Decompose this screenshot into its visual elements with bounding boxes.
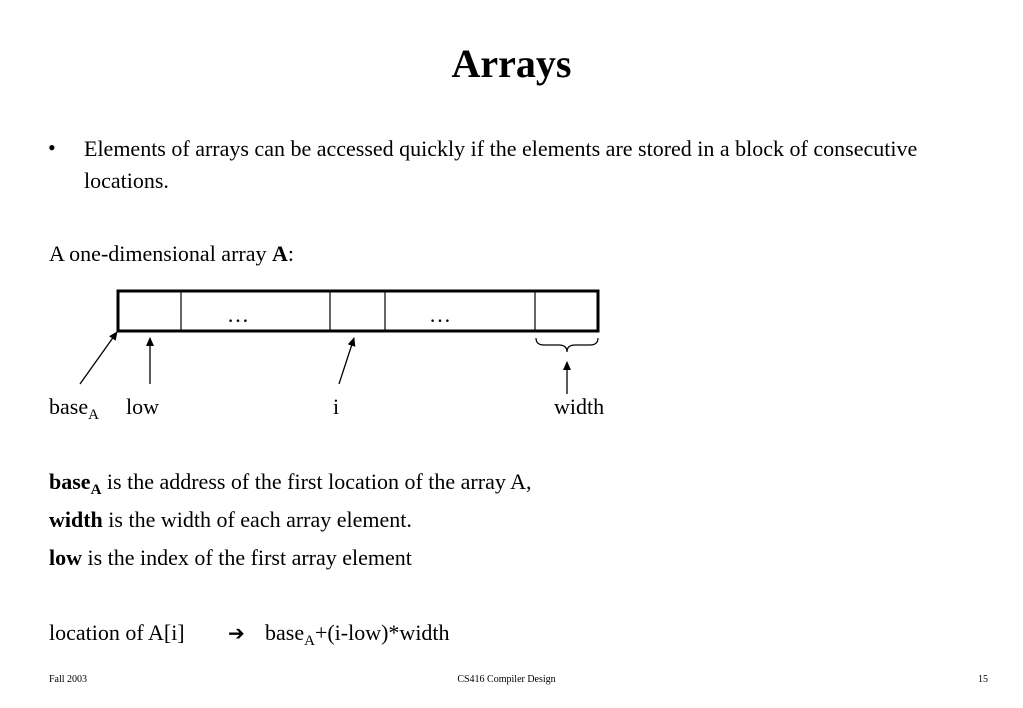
cell-ellipsis-2: … — [429, 302, 451, 327]
label-base-text: base — [49, 394, 89, 419]
label-base — [49, 394, 99, 423]
definition-width: width is the width of each array element. — [49, 507, 412, 532]
bullet-marker: • — [48, 135, 56, 160]
array-intro-name: A — [272, 241, 288, 266]
array-intro-prefix: A one-dimensional array — [49, 241, 272, 266]
definition-width-term: width — [49, 507, 103, 532]
array-intro-suffix: : — [287, 241, 295, 266]
i-arrow — [339, 338, 354, 384]
label-i: i — [333, 394, 340, 419]
right-arrow-icon: ➔ — [228, 621, 245, 645]
footer-date: Fall 2003 — [49, 674, 88, 685]
slide-title: Arrays — [451, 41, 572, 86]
definition-base-term: base$_A$ — [49, 469, 102, 498]
footer-course: CS416 Compiler Design — [457, 674, 556, 685]
base-arrow — [80, 332, 117, 384]
footer-page-number: 15 — [978, 674, 988, 685]
label-base-sub: A — [88, 407, 99, 423]
width-brace — [536, 338, 598, 352]
formula-rhs: base$_A$+(i-low)*width — [265, 620, 450, 649]
label-low: low — [126, 394, 159, 419]
label-width: width — [554, 394, 605, 419]
definition-low-term: low — [49, 545, 82, 570]
definition-low: low is the index of the first array element — [49, 545, 412, 570]
formula-lhs: location of A[i] — [49, 620, 185, 645]
array-box — [118, 291, 598, 331]
bullet-text: Elements of arrays can be accessed quickly if the elements are stored in a block of consecutive locations. — [84, 136, 918, 193]
cell-ellipsis-1: … — [227, 302, 249, 327]
definition-base: base$_A$ is the address of the first location of the array A, — [49, 469, 532, 498]
